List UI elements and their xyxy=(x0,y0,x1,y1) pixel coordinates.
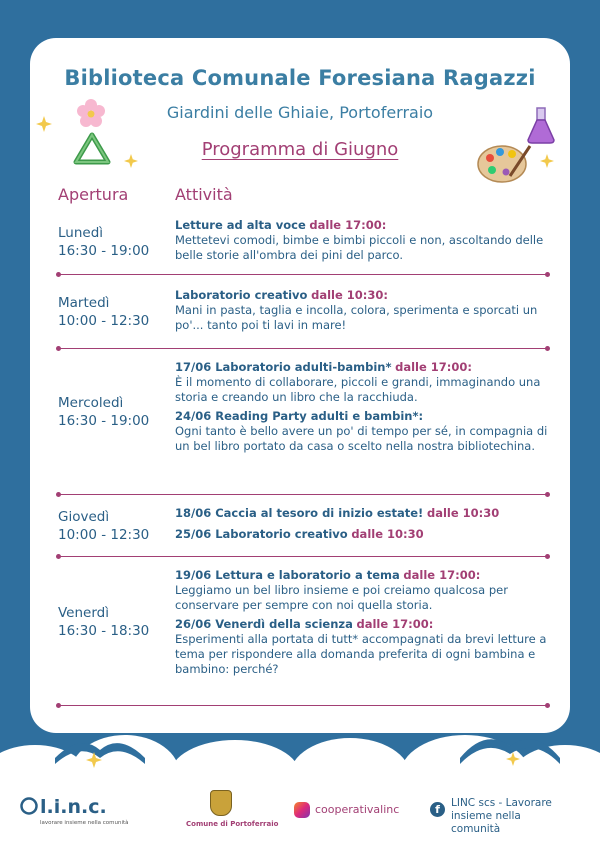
activity-description: Leggiamo un bel libro insieme e poi creiamo qualcosa per conservare per sempre con noi quella storia. xyxy=(175,583,508,612)
day-cell xyxy=(58,224,149,260)
instagram-handle[interactable]: cooperativalinc xyxy=(315,803,400,816)
activity-title: Laboratorio creativo xyxy=(175,288,308,302)
activities-cell xyxy=(175,360,552,458)
activity-title: 18/06 Caccia al tesoro di inizio estate! xyxy=(175,506,424,520)
facebook-icon[interactable]: f xyxy=(430,802,445,817)
activity-time: dalle 10:30 xyxy=(351,527,424,541)
activity-heading xyxy=(175,409,552,424)
activity-heading xyxy=(175,506,552,521)
day-cell xyxy=(58,508,149,544)
activity-title: Letture ad alta voce xyxy=(175,218,306,232)
page-title: Biblioteca Comunale Foresiana Ragazzi xyxy=(64,66,536,90)
activity-title: 26/06 Venerdì della scienza xyxy=(175,617,353,631)
instagram-icon[interactable] xyxy=(294,802,310,818)
activity-heading xyxy=(175,568,552,583)
activity-heading xyxy=(175,360,552,375)
sparkle-icon xyxy=(86,752,102,768)
activities-cell xyxy=(175,506,552,542)
sparkle-icon-3 xyxy=(124,154,138,168)
activity-heading xyxy=(175,617,552,632)
day-cell xyxy=(58,604,149,640)
comune-crest-icon xyxy=(210,790,232,816)
day-name: Martedì xyxy=(58,295,110,311)
activity-time: dalle 17:00: xyxy=(309,218,387,232)
facebook-page[interactable]: LINC scs - Lavorare insieme nella comunità xyxy=(451,797,552,835)
row-separator xyxy=(58,705,548,706)
row-separator xyxy=(58,348,548,349)
row-separator xyxy=(58,494,548,495)
activity-time: dalle 10:30 xyxy=(426,506,500,520)
activities-cell xyxy=(175,288,552,337)
day-name: Venerdì xyxy=(58,605,109,621)
activity-heading xyxy=(175,527,552,542)
header-activity: Attività xyxy=(175,185,233,204)
palette-icon xyxy=(476,140,532,184)
sparkle-icon-4 xyxy=(540,154,554,168)
activity-description: Mettetevi comodi, bimbe e bimbi piccoli e non, ascoltando delle belle storie all'ombra dei pini del parco. xyxy=(175,233,544,262)
activity-title: 19/06 Lettura e laboratorio a tema xyxy=(175,568,400,582)
day-name: Lunedì xyxy=(58,225,104,241)
cloud-mid xyxy=(170,740,300,810)
linc-logo-subtitle: lavorare insieme nella comunità xyxy=(40,820,129,826)
activity-time: dalle 17:00: xyxy=(356,617,434,631)
sparkle-icon xyxy=(36,116,52,132)
activity-heading xyxy=(175,288,552,303)
programme-card xyxy=(30,38,570,733)
month-heading: Programma di Giugno xyxy=(201,139,399,160)
activity-title: 17/06 Laboratorio adulti-bambin* xyxy=(175,360,392,374)
day-cell xyxy=(58,394,149,430)
activity-description: Mani in pasta, taglia e incolla, colora, sperimenta e sporcati un po'... tanto poi ti lavi in mare! xyxy=(175,303,538,332)
day-name: Giovedì xyxy=(58,509,110,525)
sparkle-icon-2 xyxy=(506,752,520,766)
row-separator xyxy=(58,556,548,557)
activity-description: Esperimenti alla portata di tutt* accompagnati da brevi letture a tema per rispondere alla domanda preferita di ogni bambina e bambino: perché? xyxy=(175,632,547,676)
page-subtitle: Giardini delle Ghiaie, Portoferraio xyxy=(166,103,434,122)
row-separator xyxy=(58,274,548,275)
activities-cell xyxy=(175,218,552,267)
comune-label: Comune di Portoferraio xyxy=(186,820,279,828)
activity-title: 24/06 Reading Party adulti e bambin*: xyxy=(175,409,424,423)
linc-logo-icon xyxy=(20,795,38,817)
day-hours: 10:00 - 12:30 xyxy=(58,313,150,329)
activity-time: dalle 10:30: xyxy=(311,288,388,302)
linc-logo: l.i.n.c. xyxy=(40,796,107,818)
day-name: Mercoledì xyxy=(58,395,124,411)
activity-heading xyxy=(175,218,552,233)
recycle-icon xyxy=(68,130,116,170)
day-hours: 16:30 - 18:30 xyxy=(58,623,150,639)
day-hours: 16:30 - 19:00 xyxy=(58,243,150,259)
day-hours: 10:00 - 12:30 xyxy=(58,527,150,543)
cloud-mid-right xyxy=(290,738,410,813)
activity-description: Ogni tanto è bello avere un po' di tempo per sé, in compagnia di un bel libro portato da casa o scelto nella nostra bibliotechina. xyxy=(175,424,548,453)
activity-description: È il momento di collaborare, piccoli e grandi, immaginando una storia e creando un libro che la racchiuda. xyxy=(175,375,541,404)
flask-icon xyxy=(526,106,556,144)
activity-title: 25/06 Laboratorio creativo xyxy=(175,527,348,541)
header-opening: Apertura xyxy=(58,185,129,204)
flower-icon xyxy=(76,98,106,128)
day-hours: 16:30 - 19:00 xyxy=(58,413,150,429)
day-cell xyxy=(58,294,149,330)
activity-time: dalle 17:00: xyxy=(403,568,481,582)
activities-cell xyxy=(175,568,552,681)
activity-time: dalle 17:00: xyxy=(395,360,473,374)
